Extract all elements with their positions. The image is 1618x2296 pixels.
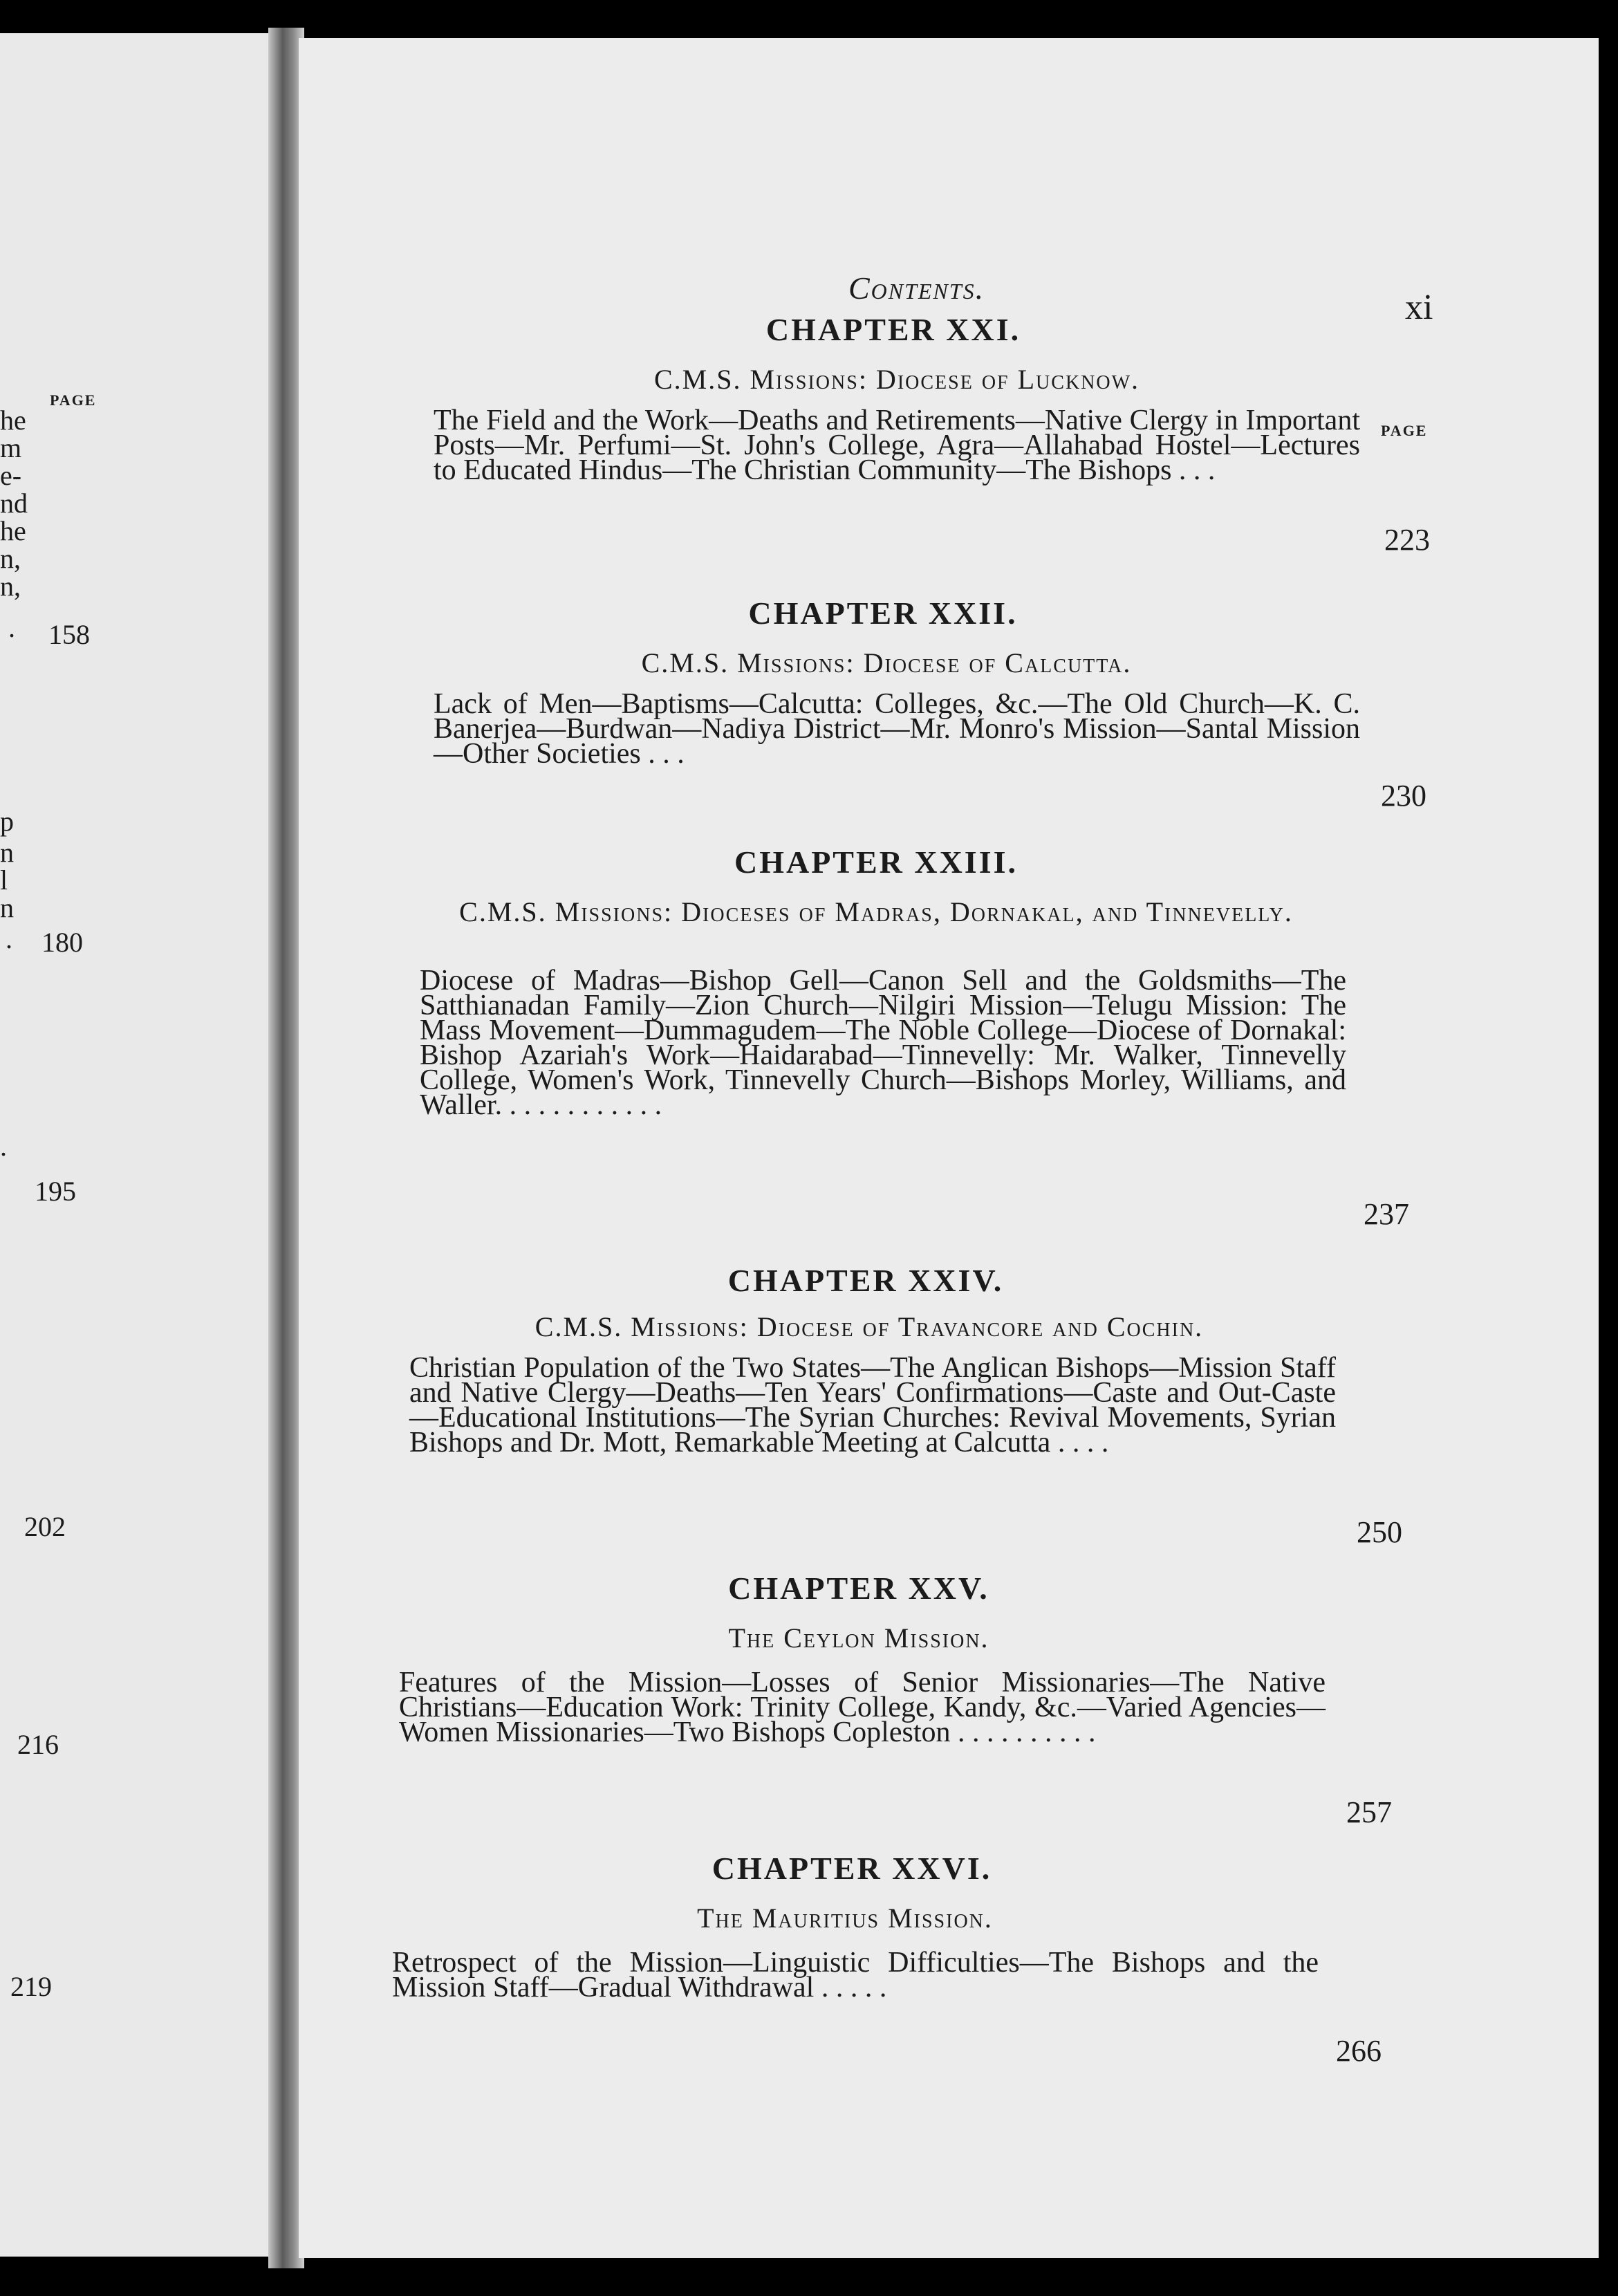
left-text-fragment: he: [0, 515, 26, 546]
left-text-fragment: e-: [0, 460, 22, 491]
chapter-summary: Lack of Men—Baptisms—Calcutta: Colleges, &c.—The Old Church—K. C. Banerjea—Burdwan—Nadiya District—Mr. Monro's Mission—Santal Mission—Other Societies . . .: [434, 688, 1360, 770]
left-page-number: 219: [10, 1971, 52, 2002]
left-text-fragment: .: [6, 923, 12, 954]
left-page: [0, 33, 273, 2257]
left-page-number: 195: [35, 1176, 76, 1207]
left-page-number: 158: [48, 619, 90, 650]
chapter-page-number: 230: [1381, 779, 1426, 813]
left-page-number: 180: [41, 927, 83, 958]
left-text-fragment: n,: [0, 571, 21, 602]
chapter-subtitle: The Ceylon Mission.: [728, 1622, 989, 1654]
chapter-title: CHAPTER XXVI.: [712, 1851, 992, 1886]
chapter-subtitle: C.M.S. Missions: Diocese of Calcutta.: [641, 647, 1132, 678]
chapter-subtitle: C.M.S. Missions: Dioceses of Madras, Dornakal, and Tinnevelly.: [459, 896, 1293, 927]
left-text-fragment: nd: [0, 488, 28, 519]
page-column-label: PAGE: [1381, 422, 1428, 439]
chapter-title: CHAPTER XXV.: [728, 1571, 989, 1606]
right-page: [299, 38, 1599, 2258]
chapter-page-number: 266: [1336, 2034, 1382, 2068]
left-text-fragment: .: [8, 612, 15, 643]
chapter-summary: Christian Population of the Two States—The Anglican Bishops—Mission Staff and Native Clergy—Deaths—Ten Years' Confirmations—Caste and Out-Caste—Educational Institutions—The Syrian Churches: Revival Movements, Syrian Bishops and Dr. Mott, Remarkable Meeting at Calcutta . . . .: [409, 1352, 1336, 1459]
chapter-title: CHAPTER XXIV.: [727, 1263, 1004, 1298]
left-text-fragment: p: [0, 806, 14, 837]
left-page-label: PAGE: [50, 391, 97, 409]
chapter-summary: Features of the Mission—Losses of Senior Missionaries—The Native Christians—Education Work: Trinity College, Kandy, &c.—Varied Agencies—Women Missionaries—Two Bishops Copleston . . . . . . . . . .: [399, 1667, 1326, 1748]
chapter-summary: The Field and the Work—Deaths and Retirements—Native Clergy in Important Posts—Mr. Perfumi—St. John's College, Agra—Allahabad Hostel—Lectures to Educated Hindus—The Christian Community—The Bishops . . .: [434, 405, 1360, 486]
chapter-subtitle: C.M.S. Missions: Diocese of Lucknow.: [653, 364, 1140, 395]
chapter-page-number: 257: [1346, 1795, 1392, 1829]
left-text-fragment: n: [0, 892, 14, 923]
chapter-subtitle: The Mauritius Mission.: [697, 1902, 993, 1934]
chapter-title: CHAPTER XXIII.: [734, 844, 1019, 880]
chapter-page-number: 237: [1364, 1197, 1409, 1231]
left-text-fragment: n: [0, 837, 14, 868]
running-head: Contents.: [848, 270, 985, 306]
chapter-page-number: 250: [1357, 1515, 1402, 1549]
chapter-page-number: 223: [1384, 523, 1430, 557]
chapter-title: CHAPTER XXII.: [748, 595, 1018, 631]
chapter-subtitle: C.M.S. Missions: Diocese of Travancore and Cochin.: [534, 1311, 1204, 1342]
left-text-fragment: m: [0, 432, 22, 463]
chapter-title: CHAPTER XXI.: [765, 312, 1021, 347]
chapter-summary: Retrospect of the Mission—Linguistic Difficulties—The Bishops and the Mission Staff—Gradual Withdrawal . . . . .: [392, 1947, 1319, 2003]
left-page-number: 216: [17, 1729, 59, 1760]
left-text-fragment: l: [0, 864, 8, 896]
chapter-summary: Diocese of Madras—Bishop Gell—Canon Sell and the Goldsmiths—The Satthianadan Family—Zion Church—Nilgiri Mission—Telugu Mission: The Mass Movement—Dummagudem—The Noble College—Diocese of Dornakal: Bishop Azariah's Work—Haidarabad—Tinnevelly: Mr. Walker, Tinnevelly College, Women's Work, Tinnevelly Church—Bishops Morley, Williams, and Waller. . . . . . . . . . . .: [420, 965, 1346, 1121]
page-folio: xi: [1405, 288, 1433, 327]
left-text-fragment: .: [0, 1131, 7, 1162]
left-page-number: 202: [24, 1511, 66, 1542]
left-text-fragment: he: [0, 405, 26, 436]
left-text-fragment: n,: [0, 543, 21, 574]
